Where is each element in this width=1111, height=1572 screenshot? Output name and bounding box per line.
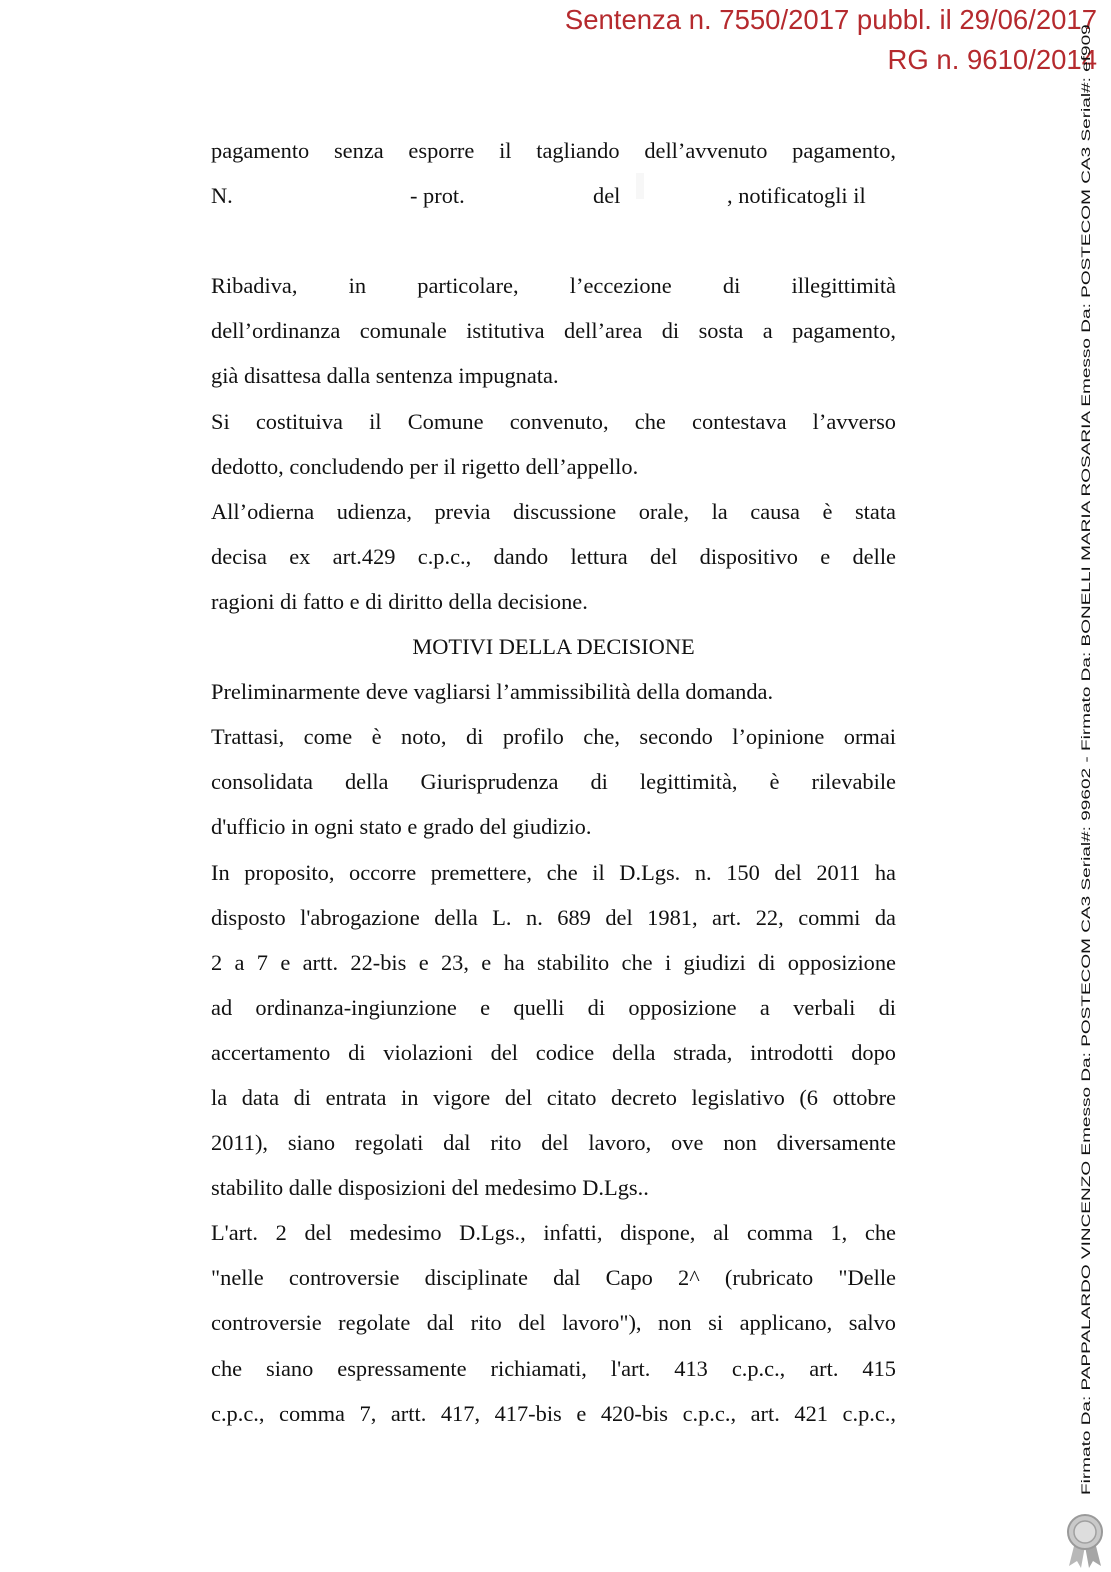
text-line: stabilito dalle disposizioni del medesimo D.Lgs.. bbox=[211, 1175, 649, 1201]
text-line: "nelle controversie disciplinate dal Capo 2^ (rubricato "Delle bbox=[211, 1265, 896, 1291]
text-line: L'art. 2 del medesimo D.Lgs., infatti, dispone, al comma 1, che bbox=[211, 1220, 896, 1246]
sentence-number: Sentenza n. 7550/2017 pubbl. il 29/06/2017 bbox=[564, 4, 1097, 35]
text-line: Si costituiva il Comune convenuto, che contestava l’avverso bbox=[211, 408, 896, 434]
protocol-del: del bbox=[593, 183, 621, 209]
text-line: la data di entrata in vigore del citato decreto legislativo (6 ottobre bbox=[211, 1084, 896, 1110]
seal-ribbon-icon bbox=[1061, 1512, 1109, 1568]
text-line: c.p.c., comma 7, artt. 417, 417-bis e 420-bis c.p.c., art. 421 c.p.c., bbox=[211, 1400, 896, 1426]
text-line: che siano espressamente richiamati, l'art. 413 c.p.c., art. 415 bbox=[211, 1355, 896, 1381]
text-line: d'ufficio in ogni stato e grado del giudizio. bbox=[211, 814, 592, 840]
text-line: dell’ordinanza comunale istitutiva dell’area di sosta a pagamento, bbox=[211, 318, 896, 344]
text-line: Ribadiva, in particolare, l’eccezione di illegittimità bbox=[211, 273, 896, 299]
rg-number: RG n. 9610/2014 bbox=[887, 44, 1097, 75]
text-line: già disattesa dalla sentenza impugnata. bbox=[211, 363, 559, 389]
signature-text: Firmato Da: PAPPALARDO VINCENZO Emesso Da: POSTECOM CA3 Serial#: 99602 - Firmato Da: BONELLI MARIA ROSARIA Emesso Da: POSTECOM CA3 Serial#: ef909 bbox=[1079, 24, 1093, 1495]
document-header bbox=[565, 0, 1097, 80]
text-line: accertamento di violazioni del codice della strada, introdotti dopo bbox=[211, 1039, 896, 1065]
protocol-prot: - prot. bbox=[410, 183, 465, 209]
text-line: 2011), siano regolati dal rito del lavoro, ove non diversamente bbox=[211, 1130, 896, 1156]
text-line: pagamento senza esporre il tagliando dell’avvenuto pagamento, bbox=[211, 138, 896, 163]
redacted-line bbox=[211, 218, 896, 263]
document-body bbox=[211, 128, 896, 1436]
text-line: All’odierna udienza, previa discussione orale, la causa è stata bbox=[211, 498, 896, 524]
text-line: Preliminarmente deve vagliarsi l’ammissibilità della domanda. bbox=[211, 679, 774, 705]
section-heading: MOTIVI DELLA DECISIONE bbox=[412, 634, 695, 660]
text-line: Trattasi, come è noto, di profilo che, secondo l’opinione ormai bbox=[211, 724, 896, 750]
text-line: In proposito, occorre premettere, che il D.Lgs. n. 150 del 2011 ha bbox=[211, 859, 896, 885]
protocol-n: N. bbox=[211, 183, 233, 209]
text-line: disposto l'abrogazione della L. n. 689 del 1981, art. 22, commi da bbox=[211, 904, 896, 930]
text-line: ad ordinanza-ingiunzione e quelli di opposizione a verbali di bbox=[211, 994, 896, 1020]
text-line: consolidata della Giurisprudenza di legittimità, è rilevabile bbox=[211, 769, 896, 795]
text-line: 2 a 7 e artt. 22-bis e 23, e ha stabilito che i giudizi di opposizione bbox=[211, 949, 896, 975]
text-line: controversie regolate dal rito del lavoro"), non si applicano, salvo bbox=[211, 1310, 896, 1336]
protocol-notified: , notificatogli il bbox=[727, 183, 866, 209]
text-line: decisa ex art.429 c.p.c., dando lettura del dispositivo e delle bbox=[211, 543, 896, 569]
text-line: ragioni di fatto e di diritto della decisione. bbox=[211, 588, 588, 614]
text-line: dedotto, concludendo per il rigetto dell’appello. bbox=[211, 453, 639, 479]
text-line-protocol bbox=[211, 173, 896, 218]
